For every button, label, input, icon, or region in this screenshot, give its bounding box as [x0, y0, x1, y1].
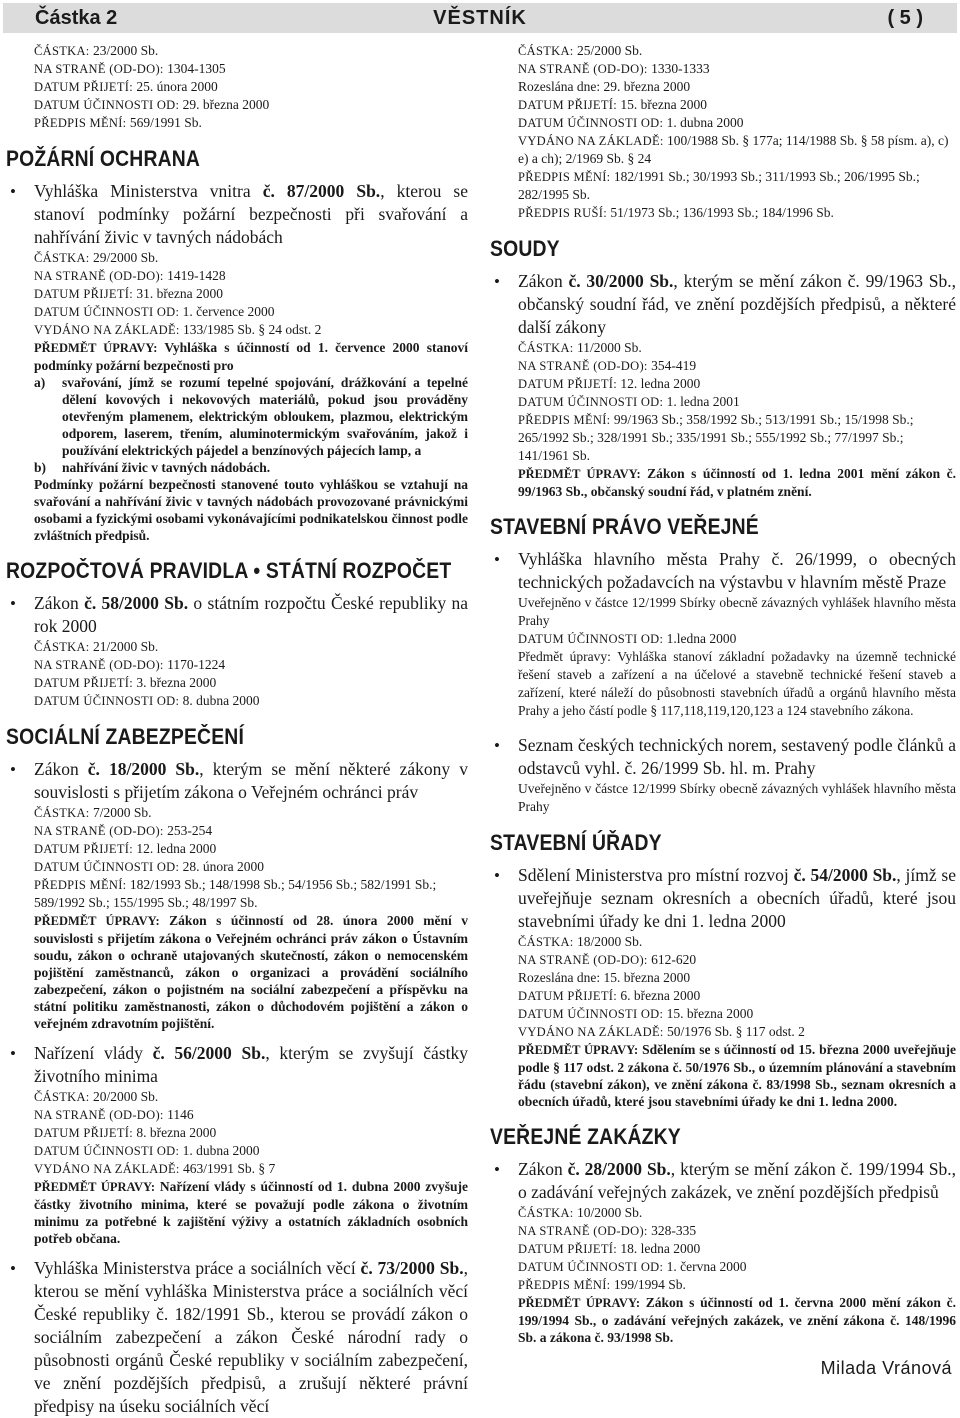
meta-key: ČÁSTKA: [34, 806, 90, 820]
section-heading: SOUDY [490, 236, 560, 261]
meta-line [518, 42, 956, 60]
meta-value: 10/2000 Sb. [576, 1205, 643, 1220]
meta-key: PŘEDPIS RUŠÍ: [518, 206, 607, 220]
meta-block [6, 1088, 468, 1178]
meta-line [34, 692, 468, 710]
meta-value: 182/1993 Sb.; 148/1998 Sb.; 54/1956 Sb.; 582/1991 Sb.; 589/1992 Sb.; 155/1995 Sb.; 48/1997 Sb. [34, 877, 437, 910]
meta-key: PŘEDPIS MĚNÍ: [518, 413, 611, 427]
subject-note: PŘEDMĚT ÚPRAVY: Zákon s účinností od 1. ledna 2001 mění zákon č. 99/1963 Sb., občanský soudní řád, v platném znění. [518, 466, 957, 499]
meta-value: 50/1976 Sb. § 117 odst. 2 [667, 1024, 805, 1039]
meta-value: 99/1963 Sb.; 358/1992 Sb.; 513/1991 Sb.; 15/1998 Sb.; 265/1992 Sb.; 328/1991 Sb.; 335/1991 Sb.; 555/1992 Sb.; 77/1997 Sb.; 141/1961 Sb. [518, 412, 914, 463]
meta-line [518, 339, 956, 357]
publication-note: Uveřejněno v částce 12/1999 Sbírky obecně závazných vyhlášek hlavního města Prahy [518, 781, 956, 814]
meta-key: DATUM PŘIJETÍ: [34, 80, 133, 94]
meta-key: DATUM ÚČINNOSTI OD: [34, 98, 180, 112]
meta-value: 1419-1428 [167, 268, 226, 283]
meta-key: NA STRANĚ (OD-DO): [34, 824, 164, 838]
meta-key: DATUM ÚČINNOSTI OD: [518, 395, 664, 409]
meta-value: 3. března 2000 [136, 675, 217, 690]
meta-value: 8. března 2000 [136, 1125, 217, 1140]
meta-block [490, 339, 956, 465]
meta-line [34, 78, 468, 96]
meta-key: NA STRANĚ (OD-DO): [518, 1224, 648, 1238]
meta-block [6, 249, 468, 339]
meta-key: DATUM ÚČINNOSTI OD: [34, 860, 180, 874]
meta-line [34, 267, 468, 285]
bullet-icon: • [10, 1044, 16, 1063]
meta-key: ČÁSTKA: [518, 935, 574, 949]
meta-key: DATUM ÚČINNOSTI OD: [34, 694, 180, 708]
meta-value: 8. dubna 2000 [182, 693, 260, 708]
meta-value: 253-254 [167, 823, 213, 838]
meta-value: 12. ledna 2000 [136, 841, 217, 856]
bullet-icon: • [10, 594, 16, 613]
list-item: • Zákon č. 58/2000 Sb. o státním rozpočtu České republiky na rok 2000 [10, 593, 468, 636]
subject-note: PŘEDMĚT ÚPRAVY: Sdělením se s účinností od 15. března 2000 uveřejňuje podle § 117 odst. 2 zákona č. 50/1976 Sb., o územním plánování a stavebním řádu (stavební zákon), ve znění zákona č. 83/1998 Sb., seznam okresních a obecních úřadů, které jsou stavebními úřady ke dni 1. ledna 2000. [518, 1042, 956, 1109]
list-item: • Sdělení Ministerstva pro místní rozvoj č. 54/2000 Sb., jímž se uveřejňuje seznam okresních a obecních úřadů, které jsou stavebními úřady ke dni 1. ledna 2000 [494, 865, 956, 931]
meta-key: ČÁSTKA: [34, 251, 90, 265]
meta-line [34, 303, 468, 321]
subject-paragraph: Podmínky požární bezpečnosti stanovené touto vyhláškou se vztahují na svařování a nahřívání živic v tavných nádobách provozované právnickými osobami a fyzickými osobami vykonávajícími podnikatelskou činnost podle zvláštních předpisů. [34, 477, 468, 543]
meta-value: 354-419 [651, 358, 697, 373]
meta-key: NA STRANĚ (OD-DO): [518, 359, 648, 373]
meta-line [34, 638, 468, 656]
list-item: b) nahřívání živic v tavných nádobách. [34, 460, 271, 475]
meta-key: NA STRANĚ (OD-DO): [518, 62, 648, 76]
meta-key: DATUM PŘIJETÍ: [34, 676, 133, 690]
meta-line [34, 96, 468, 114]
bullet-icon: • [494, 550, 500, 569]
meta-value: Rozeslána dne: 15. března 2000 [518, 970, 691, 985]
meta-key: NA STRANĚ (OD-DO): [518, 953, 648, 967]
bullet-icon: • [10, 182, 16, 201]
meta-key: DATUM ÚČINNOSTI OD: [34, 1144, 180, 1158]
meta-line [34, 1160, 468, 1178]
list-item: • Vyhláška Ministerstva vnitra č. 87/2000 Sb., kterou se stanoví podmínky požární bezpečnosti při svařování a nahřívání živic v tavných nádobách [10, 181, 468, 247]
meta-line [518, 132, 956, 168]
subject-note: PŘEDMĚT ÚPRAVY: Zákon s účinností od 1. června 2000 mění zákon č. 199/1994 Sb., o zadávání veřejných zakázek, ve znění zákona č. 148/1996 Sb. a zákona č. 93/1998 Sb. [518, 1295, 956, 1345]
meta-line [518, 96, 956, 114]
meta-line [518, 60, 956, 78]
meta-line [518, 987, 956, 1005]
meta-line [518, 375, 956, 393]
meta-value: 1170-1224 [167, 657, 226, 672]
section-heading: STAVEBNÍ ÚŘADY [490, 830, 662, 855]
left-column [6, 42, 468, 1418]
meta-line [34, 840, 468, 858]
bullet-icon: • [10, 1259, 16, 1278]
meta-block [490, 1204, 956, 1294]
meta-value: 569/1991 Sb. [129, 115, 202, 130]
meta-line [34, 60, 468, 78]
meta-key: DATUM PŘIJETÍ: [518, 377, 617, 391]
meta-line [34, 42, 468, 60]
meta-value: 1. dubna 2000 [666, 115, 744, 130]
meta-value: 182/1991 Sb.; 30/1993 Sb.; 311/1993 Sb.; 206/1995 Sb.; 282/1995 Sb. [518, 169, 920, 202]
meta-key: NA STRANĚ (OD-DO): [34, 658, 164, 672]
meta-line [518, 78, 956, 96]
list-item: • Vyhláška hlavního města Prahy č. 26/1999, o obecných technických požadavcích na výstavbu v hlavním městě Praze [494, 549, 956, 592]
bullet-icon: • [494, 272, 500, 291]
meta-line [518, 630, 956, 648]
subject-note: PŘEDMĚT ÚPRAVY: Nařízení vlády s účinností od 1. dubna 2000 zvyšuje částky životního minima, které se považují podle zákona o životním minimu za potřebné k zajištění výživy a ostatních základních osobních potřeb občana. [34, 1179, 468, 1246]
list-item: • Vyhláška Ministerstva práce a sociálních věcí č. 73/2000 Sb., kterou se mění vyhláška Ministerstva práce a sociálních věcí České republiky č. 182/1991 Sb., kterou se provádí zákon o sociálním zabezpečení a zákon České národní rady o působnosti orgánů České republiky v sociálním zabezpečení, ve znění pozdějších předpisů, a zrušují některé právní předpisy na úseku sociálních věcí [10, 1258, 468, 1416]
issue-label: Částka 2 [35, 7, 118, 29]
meta-key: ČÁSTKA: [34, 44, 90, 58]
bullet-icon: • [10, 760, 16, 779]
meta-line [518, 1204, 956, 1222]
meta-value: 1146 [167, 1107, 194, 1122]
meta-key: NA STRANĚ (OD-DO): [34, 62, 164, 76]
meta-key: PŘEDPIS MĚNÍ: [518, 1278, 611, 1292]
meta-line [34, 321, 468, 339]
meta-line [34, 1088, 468, 1106]
meta-key: DATUM ÚČINNOSTI OD: [518, 1260, 664, 1274]
meta-key: DATUM ÚČINNOSTI OD: [518, 1007, 664, 1021]
meta-key: DATUM PŘIJETÍ: [518, 98, 617, 112]
meta-key: ČÁSTKA: [518, 341, 574, 355]
list-item: a) svařování, jímž se rozumí tepelné spojování, drážkování a tepelné dělení kovových i nekovových materiálů, pokud jsou prováděny otevřeným plamenem, elektrickým obloukem, plazmou, elektrickým odporem, laserem, třením, aluminotermickým svařováním, jakož i používání elektrických pájedel a benzínových pájecích lamp, a [34, 375, 468, 458]
meta-value: 11/2000 Sb. [576, 340, 642, 355]
page-number: ( 5 ) [887, 7, 923, 29]
meta-line [518, 1005, 956, 1023]
meta-line [34, 285, 468, 303]
meta-line [518, 411, 956, 465]
meta-value: 1. června 2000 [666, 1259, 747, 1274]
bullet-icon: • [494, 736, 500, 755]
meta-value: 199/1994 Sb. [613, 1277, 686, 1292]
subject-list [6, 374, 468, 476]
right-column [490, 42, 956, 1346]
meta-line [518, 357, 956, 375]
meta-line [34, 1106, 468, 1124]
meta-value: 20/2000 Sb. [92, 1089, 159, 1104]
list-item: • Zákon č. 18/2000 Sb., kterým se mění některé zákony v souvislosti s přijetím zákona o Veřejném ochránci práv [10, 759, 468, 802]
meta-key: VYDÁNO NA ZÁKLADĚ: [518, 134, 664, 148]
meta-value: 1. ledna 2001 [666, 394, 740, 409]
meta-value: 328-335 [651, 1223, 697, 1238]
meta-line [518, 1023, 956, 1041]
meta-line [518, 1258, 956, 1276]
meta-key: DATUM PŘIJETÍ: [34, 1126, 133, 1140]
meta-line [518, 1222, 956, 1240]
meta-key: DATUM PŘIJETÍ: [34, 287, 133, 301]
meta-value: 100/1988 Sb. § 177a; 114/1988 Sb. § 58 písm. a), c) e) a ch); 2/1969 Sb. § 24 [518, 133, 949, 166]
meta-line [34, 1142, 468, 1160]
meta-block [490, 630, 956, 648]
meta-line [34, 822, 468, 840]
meta-value: 612-620 [651, 952, 697, 967]
meta-key: PŘEDPIS MĚNÍ: [34, 116, 127, 130]
meta-line [518, 204, 956, 222]
meta-key: DATUM PŘIJETÍ: [34, 842, 133, 856]
meta-line [34, 876, 468, 912]
meta-value: 25/2000 Sb. [576, 43, 643, 58]
meta-key: ČÁSTKA: [518, 1206, 574, 1220]
meta-line [34, 114, 468, 132]
bullet-icon: • [494, 866, 500, 885]
meta-key: VYDÁNO NA ZÁKLADĚ: [34, 1162, 180, 1176]
meta-value: 1. července 2000 [182, 304, 275, 319]
meta-key: NA STRANĚ (OD-DO): [34, 269, 164, 283]
meta-value: 463/1991 Sb. § 7 [183, 1161, 276, 1176]
meta-key: DATUM ÚČINNOSTI OD: [518, 632, 664, 646]
meta-key: ČÁSTKA: [518, 44, 574, 58]
section-heading: VEŘEJNÉ ZAKÁZKY [490, 1124, 681, 1149]
meta-value: 51/1973 Sb.; 136/1993 Sb.; 184/1996 Sb. [610, 205, 834, 220]
list-item: • Zákon č. 28/2000 Sb., kterým se mění zákon č. 199/1994 Sb., o zadávání veřejných zakázek, ve znění pozdějších předpisů [494, 1159, 956, 1202]
meta-value: 15. března 2000 [620, 97, 707, 112]
meta-key: VYDÁNO NA ZÁKLADĚ: [34, 323, 180, 337]
journal-title: VĚSTNÍK [433, 7, 527, 29]
meta-line [518, 933, 956, 951]
meta-value: 29/2000 Sb. [92, 250, 159, 265]
meta-key: PŘEDPIS MĚNÍ: [34, 878, 127, 892]
meta-value: 18. ledna 2000 [620, 1241, 701, 1256]
list-item: • Nařízení vlády č. 56/2000 Sb., kterým se zvyšují částky životního minima [10, 1043, 468, 1086]
subject-note: PŘEDMĚT ÚPRAVY: Vyhláška s účinností od 1. července 2000 stanoví podmínky požární bezpečnosti pro [34, 340, 468, 373]
list-item: • Seznam českých technických norem, sestavený podle článků a odstavců vyhl. č. 26/1999 Sb. hl. m. Prahy [494, 735, 956, 778]
meta-key: DATUM ÚČINNOSTI OD: [518, 116, 664, 130]
meta-block [490, 42, 956, 222]
meta-key: ČÁSTKA: [34, 1090, 90, 1104]
meta-block [6, 638, 468, 710]
meta-value: 28. února 2000 [182, 859, 265, 874]
meta-value: 7/2000 Sb. [92, 805, 152, 820]
meta-value: 1304-1305 [167, 61, 226, 76]
meta-value: 15. března 2000 [666, 1006, 754, 1021]
section-heading: SOCIÁLNÍ ZABEZPEČENÍ [6, 724, 245, 749]
bullet-icon: • [494, 1160, 500, 1179]
meta-value: 133/1985 Sb. § 24 odst. 2 [183, 322, 322, 337]
meta-block [6, 42, 468, 132]
meta-value: 31. března 2000 [136, 286, 223, 301]
author-signature: Milada Vránová [820, 1358, 952, 1378]
meta-key: ČÁSTKA: [34, 640, 90, 654]
meta-line [518, 1240, 956, 1258]
meta-value: 6. března 2000 [620, 988, 701, 1003]
meta-line [34, 804, 468, 822]
meta-line [34, 656, 468, 674]
meta-value: 18/2000 Sb. [576, 934, 643, 949]
meta-value: 1330-1333 [651, 61, 710, 76]
section-heading: ROZPOČTOVÁ PRAVIDLA • STÁTNÍ ROZPOČET [6, 558, 452, 583]
meta-value: 21/2000 Sb. [92, 639, 159, 654]
section-heading: STAVEBNÍ PRÁVO VEŘEJNÉ [490, 514, 759, 539]
meta-value: Rozeslána dne: 29. března 2000 [518, 79, 691, 94]
meta-key: DATUM PŘIJETÍ: [518, 989, 617, 1003]
list-item: • Zákon č. 30/2000 Sb., kterým se mění zákon č. 99/1963 Sb., občanský soudní řád, ve znění pozdějších předpisů, a některé další zákony [494, 271, 956, 337]
meta-line [34, 858, 468, 876]
meta-block [6, 804, 468, 912]
subject-note: PŘEDMĚT ÚPRAVY: Zákon s účinností od 28. února 2000 mění v souvislosti s přijetím zákona o Veřejném ochránci práv zákon o Ústavním soudu, zákon o ochraně utajovaných skutečností, zákon o nemocenském pojištění zaměstnanců, zákon o organizaci a provádění sociálního zabezpečení, zákon o pojistném na sociální zabezpečení a příspěvku na státní politiku zaměstnanosti, zákon o důchodovém pojištění a zákon o veřejném zdravotním pojištění. [34, 913, 469, 1031]
page-header [3, 3, 957, 33]
meta-line [518, 168, 956, 204]
meta-key: PŘEDPIS MĚNÍ: [518, 170, 611, 184]
meta-line [34, 1124, 468, 1142]
meta-value: 1.ledna 2000 [666, 631, 737, 646]
meta-line [34, 249, 468, 267]
meta-value: 25. února 2000 [136, 79, 218, 94]
meta-key: DATUM PŘIJETÍ: [518, 1242, 617, 1256]
meta-key: DATUM ÚČINNOSTI OD: [34, 305, 180, 319]
meta-line [518, 951, 956, 969]
meta-value: 29. března 2000 [182, 97, 270, 112]
meta-block [490, 933, 956, 1041]
meta-line [518, 393, 956, 411]
meta-value: 12. ledna 2000 [620, 376, 701, 391]
meta-key: NA STRANĚ (OD-DO): [34, 1108, 164, 1122]
section-heading: POŽÁRNÍ OCHRANA [6, 146, 201, 171]
meta-line [518, 1276, 956, 1294]
meta-line [518, 969, 956, 987]
publication-note: Uveřejněno v částce 12/1999 Sbírky obecně závazných vyhlášek hlavního města Prahy [518, 595, 956, 628]
meta-key: VYDÁNO NA ZÁKLADĚ: [518, 1025, 664, 1039]
meta-line [34, 674, 468, 692]
subject-paragraph: Předmět úpravy: Vyhláška stanoví základní požadavky na územně technické řešení staveb a zařízení a na účelové a stavebně technické řešení staveb a zařízení, které náleží do působnosti stavebních úřadů a orgánů hlavního města Prahy a jeho částí podle § 117,118,119,120,123 a 124 stavebního zákona. [518, 649, 956, 718]
meta-value: 1. dubna 2000 [182, 1143, 260, 1158]
meta-line [518, 114, 956, 132]
meta-value: 23/2000 Sb. [92, 43, 159, 58]
